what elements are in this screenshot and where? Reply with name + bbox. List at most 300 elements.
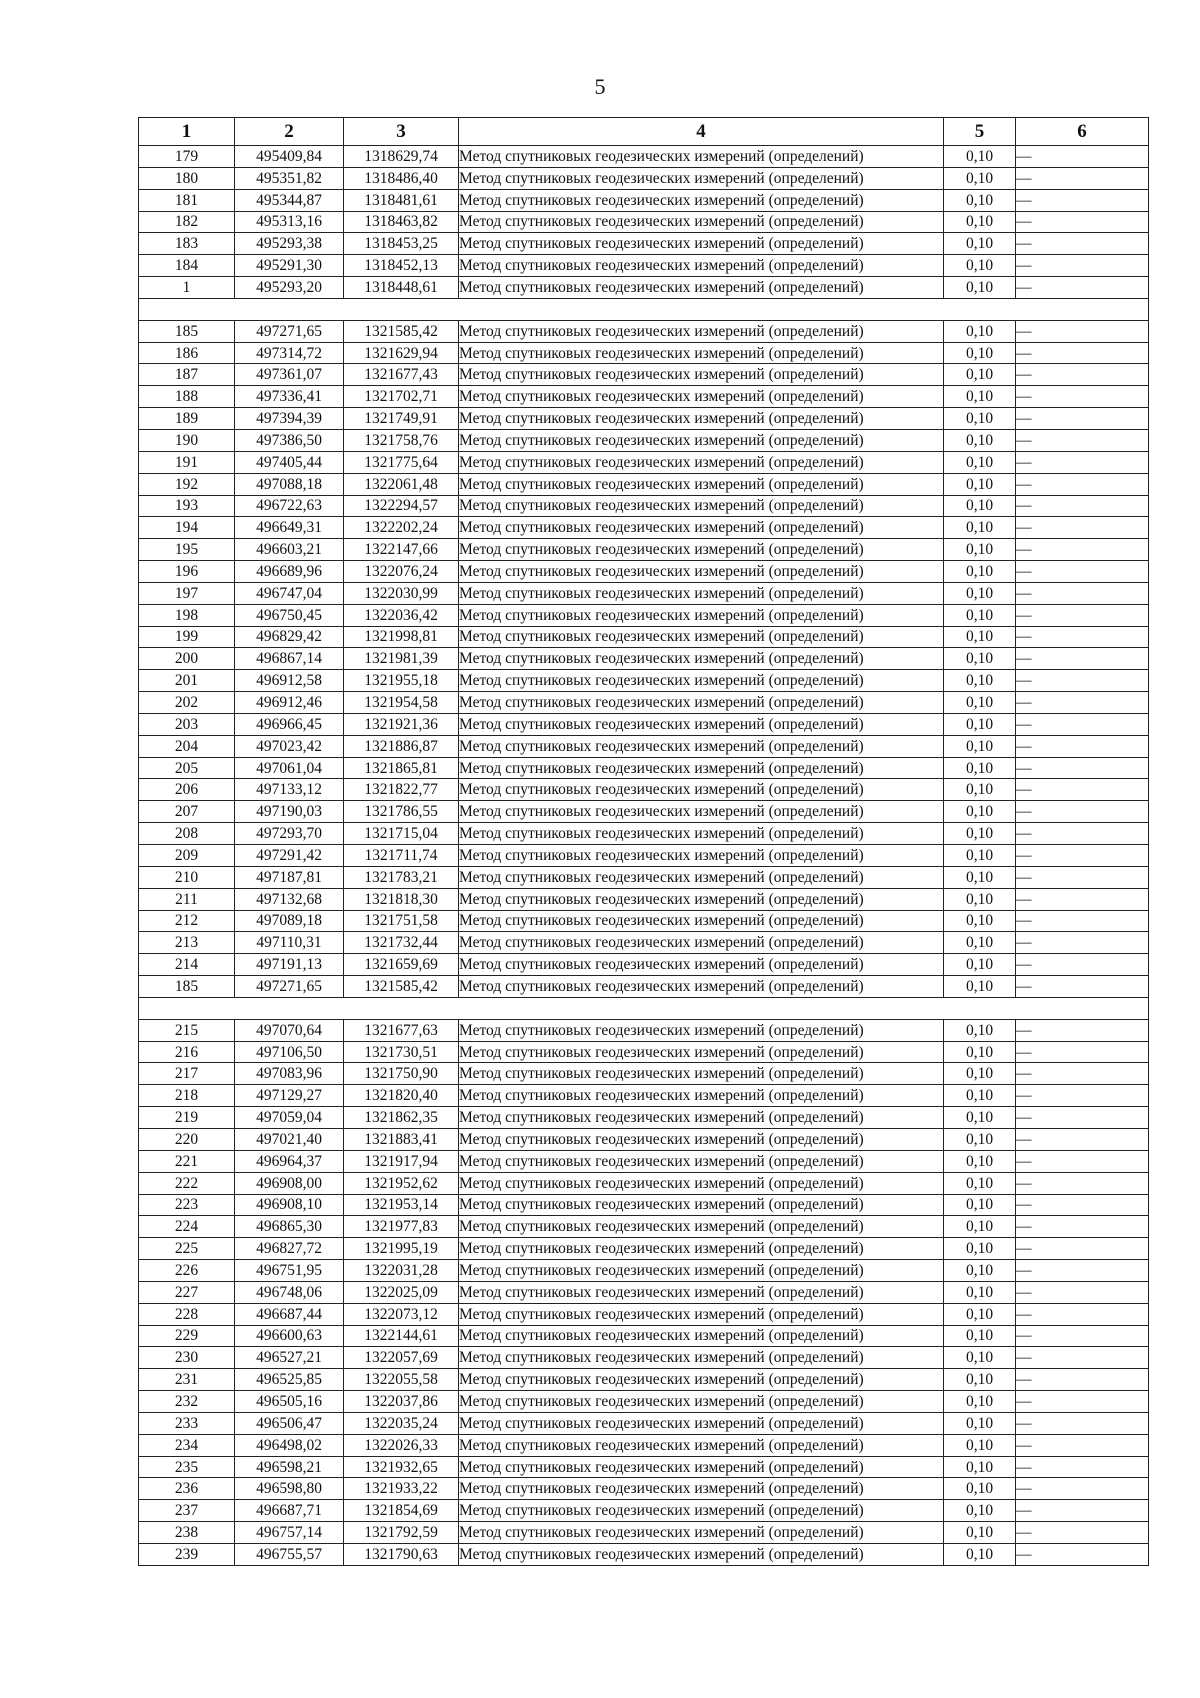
x-coordinate-cell: 496687,44 bbox=[235, 1303, 344, 1325]
accuracy-cell: 0,10 bbox=[944, 364, 1016, 386]
point-number-cell: 206 bbox=[139, 779, 235, 801]
accuracy-cell: 0,10 bbox=[944, 1238, 1016, 1260]
method-cell: Метод спутниковых геодезических измерений (определений) bbox=[459, 473, 944, 495]
point-number-cell: 228 bbox=[139, 1303, 235, 1325]
note-cell: — bbox=[1016, 1500, 1149, 1522]
point-number-cell: 215 bbox=[139, 1019, 235, 1041]
accuracy-cell: 0,10 bbox=[944, 888, 1016, 910]
accuracy-cell: 0,10 bbox=[944, 1150, 1016, 1172]
method-cell: Метод спутниковых геодезических измерений (определений) bbox=[459, 845, 944, 867]
point-number-cell: 226 bbox=[139, 1260, 235, 1282]
method-cell: Метод спутниковых геодезических измерений (определений) bbox=[459, 1238, 944, 1260]
table-row bbox=[139, 1194, 1149, 1216]
method-cell: Метод спутниковых геодезических измерений (определений) bbox=[459, 1391, 944, 1413]
y-coordinate-cell: 1321711,74 bbox=[344, 845, 459, 867]
method-cell: Метод спутниковых геодезических измерений (определений) bbox=[459, 255, 944, 277]
y-coordinate-cell: 1322025,09 bbox=[344, 1281, 459, 1303]
x-coordinate-cell: 495409,84 bbox=[235, 146, 344, 168]
x-coordinate-cell: 497089,18 bbox=[235, 910, 344, 932]
point-number-cell: 218 bbox=[139, 1085, 235, 1107]
note-cell: — bbox=[1016, 255, 1149, 277]
y-coordinate-cell: 1318452,13 bbox=[344, 255, 459, 277]
header-col-6: 6 bbox=[1016, 118, 1149, 146]
method-cell: Метод спутниковых геодезических измерений (определений) bbox=[459, 1281, 944, 1303]
y-coordinate-cell: 1321883,41 bbox=[344, 1128, 459, 1150]
note-cell: — bbox=[1016, 1412, 1149, 1434]
table-row bbox=[139, 364, 1149, 386]
table-row bbox=[139, 342, 1149, 364]
method-cell: Метод спутниковых геодезических измерений (определений) bbox=[459, 1500, 944, 1522]
method-cell: Метод спутниковых геодезических измерений (определений) bbox=[459, 539, 944, 561]
y-coordinate-cell: 1321854,69 bbox=[344, 1500, 459, 1522]
x-coordinate-cell: 496649,31 bbox=[235, 517, 344, 539]
method-cell: Метод спутниковых геодезических измерений (определений) bbox=[459, 1412, 944, 1434]
y-coordinate-cell: 1321758,76 bbox=[344, 429, 459, 451]
method-cell: Метод спутниковых геодезических измерений (определений) bbox=[459, 648, 944, 670]
y-coordinate-cell: 1321677,63 bbox=[344, 1019, 459, 1041]
y-coordinate-cell: 1322057,69 bbox=[344, 1347, 459, 1369]
x-coordinate-cell: 496748,06 bbox=[235, 1281, 344, 1303]
table-row bbox=[139, 1019, 1149, 1041]
note-cell: — bbox=[1016, 451, 1149, 473]
table-row bbox=[139, 910, 1149, 932]
method-cell: Метод спутниковых геодезических измерений (определений) bbox=[459, 277, 944, 299]
table-row bbox=[139, 1500, 1149, 1522]
method-cell: Метод спутниковых геодезических измерений (определений) bbox=[459, 1128, 944, 1150]
table-row bbox=[139, 1107, 1149, 1129]
point-number-cell: 199 bbox=[139, 626, 235, 648]
point-number-cell: 221 bbox=[139, 1150, 235, 1172]
point-number-cell: 205 bbox=[139, 757, 235, 779]
y-coordinate-cell: 1321820,40 bbox=[344, 1085, 459, 1107]
accuracy-cell: 0,10 bbox=[944, 1281, 1016, 1303]
point-number-cell: 237 bbox=[139, 1500, 235, 1522]
table-row bbox=[139, 211, 1149, 233]
note-cell: — bbox=[1016, 233, 1149, 255]
method-cell: Метод спутниковых геодезических измерений (определений) bbox=[459, 1369, 944, 1391]
table-row bbox=[139, 1041, 1149, 1063]
table-row bbox=[139, 604, 1149, 626]
point-number-cell: 217 bbox=[139, 1063, 235, 1085]
x-coordinate-cell: 496908,00 bbox=[235, 1172, 344, 1194]
table-row bbox=[139, 845, 1149, 867]
accuracy-cell: 0,10 bbox=[944, 1107, 1016, 1129]
point-number-cell: 214 bbox=[139, 954, 235, 976]
y-coordinate-cell: 1321953,14 bbox=[344, 1194, 459, 1216]
table-row bbox=[139, 539, 1149, 561]
accuracy-cell: 0,10 bbox=[944, 429, 1016, 451]
table-row bbox=[139, 1238, 1149, 1260]
accuracy-cell: 0,10 bbox=[944, 386, 1016, 408]
method-cell: Метод спутниковых геодезических измерений (определений) bbox=[459, 976, 944, 998]
point-number-cell: 209 bbox=[139, 845, 235, 867]
accuracy-cell: 0,10 bbox=[944, 1391, 1016, 1413]
x-coordinate-cell: 496527,21 bbox=[235, 1347, 344, 1369]
table-row bbox=[139, 801, 1149, 823]
x-coordinate-cell: 496603,21 bbox=[235, 539, 344, 561]
method-cell: Метод спутниковых геодезических измерений (определений) bbox=[459, 626, 944, 648]
accuracy-cell: 0,10 bbox=[944, 823, 1016, 845]
x-coordinate-cell: 497059,04 bbox=[235, 1107, 344, 1129]
accuracy-cell: 0,10 bbox=[944, 735, 1016, 757]
x-coordinate-cell: 495293,20 bbox=[235, 277, 344, 299]
note-cell: — bbox=[1016, 692, 1149, 714]
method-cell: Метод спутниковых геодезических измерений (определений) bbox=[459, 408, 944, 430]
y-coordinate-cell: 1321977,83 bbox=[344, 1216, 459, 1238]
point-number-cell: 193 bbox=[139, 495, 235, 517]
header-col-3: 3 bbox=[344, 118, 459, 146]
method-cell: Метод спутниковых геодезических измерений (определений) bbox=[459, 1303, 944, 1325]
point-number-cell: 196 bbox=[139, 561, 235, 583]
table-row bbox=[139, 1260, 1149, 1282]
group-separator-row bbox=[139, 298, 1149, 320]
group-separator-cell bbox=[139, 298, 1149, 320]
table-row bbox=[139, 277, 1149, 299]
method-cell: Метод спутниковых геодезических измерений (определений) bbox=[459, 735, 944, 757]
note-cell: — bbox=[1016, 1478, 1149, 1500]
y-coordinate-cell: 1321786,55 bbox=[344, 801, 459, 823]
x-coordinate-cell: 496827,72 bbox=[235, 1238, 344, 1260]
point-number-cell: 190 bbox=[139, 429, 235, 451]
point-number-cell: 184 bbox=[139, 255, 235, 277]
header-col-2: 2 bbox=[235, 118, 344, 146]
method-cell: Метод спутниковых геодезических измерений (определений) bbox=[459, 451, 944, 473]
method-cell: Метод спутниковых геодезических измерений (определений) bbox=[459, 386, 944, 408]
accuracy-cell: 0,10 bbox=[944, 1522, 1016, 1544]
point-number-cell: 194 bbox=[139, 517, 235, 539]
x-coordinate-cell: 497271,65 bbox=[235, 976, 344, 998]
accuracy-cell: 0,10 bbox=[944, 1063, 1016, 1085]
method-cell: Метод спутниковых геодезических измерений (определений) bbox=[459, 582, 944, 604]
accuracy-cell: 0,10 bbox=[944, 1085, 1016, 1107]
y-coordinate-cell: 1322035,24 bbox=[344, 1412, 459, 1434]
y-coordinate-cell: 1321715,04 bbox=[344, 823, 459, 845]
note-cell: — bbox=[1016, 1544, 1149, 1566]
note-cell: — bbox=[1016, 1216, 1149, 1238]
x-coordinate-cell: 495344,87 bbox=[235, 189, 344, 211]
method-cell: Метод спутниковых геодезических измерений (определений) bbox=[459, 364, 944, 386]
point-number-cell: 223 bbox=[139, 1194, 235, 1216]
x-coordinate-cell: 497133,12 bbox=[235, 779, 344, 801]
accuracy-cell: 0,10 bbox=[944, 954, 1016, 976]
x-coordinate-cell: 496598,21 bbox=[235, 1456, 344, 1478]
x-coordinate-cell: 497106,50 bbox=[235, 1041, 344, 1063]
y-coordinate-cell: 1321921,36 bbox=[344, 713, 459, 735]
y-coordinate-cell: 1318486,40 bbox=[344, 167, 459, 189]
accuracy-cell: 0,10 bbox=[944, 1500, 1016, 1522]
point-number-cell: 231 bbox=[139, 1369, 235, 1391]
x-coordinate-cell: 496687,71 bbox=[235, 1500, 344, 1522]
accuracy-cell: 0,10 bbox=[944, 801, 1016, 823]
point-number-cell: 210 bbox=[139, 866, 235, 888]
point-number-cell: 186 bbox=[139, 342, 235, 364]
y-coordinate-cell: 1321998,81 bbox=[344, 626, 459, 648]
point-number-cell: 189 bbox=[139, 408, 235, 430]
method-cell: Метод спутниковых геодезических измерений (определений) bbox=[459, 801, 944, 823]
point-number-cell: 183 bbox=[139, 233, 235, 255]
x-coordinate-cell: 496600,63 bbox=[235, 1325, 344, 1347]
table-row bbox=[139, 757, 1149, 779]
table-row bbox=[139, 1128, 1149, 1150]
point-number-cell: 219 bbox=[139, 1107, 235, 1129]
note-cell: — bbox=[1016, 1325, 1149, 1347]
method-cell: Метод спутниковых геодезических измерений (определений) bbox=[459, 1063, 944, 1085]
table-row bbox=[139, 1325, 1149, 1347]
method-cell: Метод спутниковых геодезических измерений (определений) bbox=[459, 757, 944, 779]
method-cell: Метод спутниковых геодезических измерений (определений) bbox=[459, 866, 944, 888]
x-coordinate-cell: 496755,57 bbox=[235, 1544, 344, 1566]
note-cell: — bbox=[1016, 189, 1149, 211]
table-row bbox=[139, 386, 1149, 408]
method-cell: Метод спутниковых геодезических измерений (определений) bbox=[459, 1478, 944, 1500]
note-cell: — bbox=[1016, 845, 1149, 867]
note-cell: — bbox=[1016, 1085, 1149, 1107]
point-number-cell: 213 bbox=[139, 932, 235, 954]
table-row bbox=[139, 473, 1149, 495]
x-coordinate-cell: 497361,07 bbox=[235, 364, 344, 386]
table-row bbox=[139, 320, 1149, 342]
header-col-1: 1 bbox=[139, 118, 235, 146]
note-cell: — bbox=[1016, 1347, 1149, 1369]
accuracy-cell: 0,10 bbox=[944, 932, 1016, 954]
header-col-5: 5 bbox=[944, 118, 1016, 146]
x-coordinate-cell: 496722,63 bbox=[235, 495, 344, 517]
y-coordinate-cell: 1321981,39 bbox=[344, 648, 459, 670]
point-number-cell: 239 bbox=[139, 1544, 235, 1566]
x-coordinate-cell: 496505,16 bbox=[235, 1391, 344, 1413]
accuracy-cell: 0,10 bbox=[944, 1544, 1016, 1566]
y-coordinate-cell: 1321783,21 bbox=[344, 866, 459, 888]
note-cell: — bbox=[1016, 1238, 1149, 1260]
table-row bbox=[139, 429, 1149, 451]
accuracy-cell: 0,10 bbox=[944, 211, 1016, 233]
point-number-cell: 216 bbox=[139, 1041, 235, 1063]
point-number-cell: 185 bbox=[139, 976, 235, 998]
note-cell: — bbox=[1016, 866, 1149, 888]
table-row bbox=[139, 517, 1149, 539]
method-cell: Метод спутниковых геодезических измерений (определений) bbox=[459, 1172, 944, 1194]
accuracy-cell: 0,10 bbox=[944, 626, 1016, 648]
method-cell: Метод спутниковых геодезических измерений (определений) bbox=[459, 167, 944, 189]
y-coordinate-cell: 1321702,71 bbox=[344, 386, 459, 408]
table-row bbox=[139, 626, 1149, 648]
coordinates-table bbox=[138, 117, 1149, 1566]
y-coordinate-cell: 1318629,74 bbox=[344, 146, 459, 168]
method-cell: Метод спутниковых геодезических измерений (определений) bbox=[459, 1150, 944, 1172]
x-coordinate-cell: 495313,16 bbox=[235, 211, 344, 233]
accuracy-cell: 0,10 bbox=[944, 255, 1016, 277]
method-cell: Метод спутниковых геодезических измерений (определений) bbox=[459, 779, 944, 801]
y-coordinate-cell: 1321933,22 bbox=[344, 1478, 459, 1500]
point-number-cell: 229 bbox=[139, 1325, 235, 1347]
point-number-cell: 236 bbox=[139, 1478, 235, 1500]
accuracy-cell: 0,10 bbox=[944, 1260, 1016, 1282]
note-cell: — bbox=[1016, 1019, 1149, 1041]
accuracy-cell: 0,10 bbox=[944, 1369, 1016, 1391]
y-coordinate-cell: 1322030,99 bbox=[344, 582, 459, 604]
method-cell: Метод спутниковых геодезических измерений (определений) bbox=[459, 1216, 944, 1238]
y-coordinate-cell: 1321822,77 bbox=[344, 779, 459, 801]
method-cell: Метод спутниковых геодезических измерений (определений) bbox=[459, 342, 944, 364]
method-cell: Метод спутниковых геодезических измерений (определений) bbox=[459, 1019, 944, 1041]
accuracy-cell: 0,10 bbox=[944, 866, 1016, 888]
point-number-cell: 201 bbox=[139, 670, 235, 692]
table-row bbox=[139, 408, 1149, 430]
method-cell: Метод спутниковых геодезических измерений (определений) bbox=[459, 561, 944, 583]
note-cell: — bbox=[1016, 561, 1149, 583]
x-coordinate-cell: 496912,46 bbox=[235, 692, 344, 714]
accuracy-cell: 0,10 bbox=[944, 976, 1016, 998]
note-cell: — bbox=[1016, 954, 1149, 976]
x-coordinate-cell: 497191,13 bbox=[235, 954, 344, 976]
table-row bbox=[139, 189, 1149, 211]
accuracy-cell: 0,10 bbox=[944, 233, 1016, 255]
method-cell: Метод спутниковых геодезических измерений (определений) bbox=[459, 517, 944, 539]
accuracy-cell: 0,10 bbox=[944, 561, 1016, 583]
accuracy-cell: 0,10 bbox=[944, 692, 1016, 714]
note-cell: — bbox=[1016, 1194, 1149, 1216]
point-number-cell: 185 bbox=[139, 320, 235, 342]
x-coordinate-cell: 497394,39 bbox=[235, 408, 344, 430]
x-coordinate-cell: 496865,30 bbox=[235, 1216, 344, 1238]
accuracy-cell: 0,10 bbox=[944, 670, 1016, 692]
note-cell: — bbox=[1016, 364, 1149, 386]
table-row bbox=[139, 735, 1149, 757]
method-cell: Метод спутниковых геодезических измерений (определений) bbox=[459, 692, 944, 714]
table-row bbox=[139, 866, 1149, 888]
x-coordinate-cell: 496964,37 bbox=[235, 1150, 344, 1172]
accuracy-cell: 0,10 bbox=[944, 910, 1016, 932]
table-row bbox=[139, 1172, 1149, 1194]
x-coordinate-cell: 495293,38 bbox=[235, 233, 344, 255]
accuracy-cell: 0,10 bbox=[944, 1216, 1016, 1238]
table-row bbox=[139, 233, 1149, 255]
note-cell: — bbox=[1016, 888, 1149, 910]
accuracy-cell: 0,10 bbox=[944, 473, 1016, 495]
table-row bbox=[139, 976, 1149, 998]
accuracy-cell: 0,10 bbox=[944, 1041, 1016, 1063]
y-coordinate-cell: 1321749,91 bbox=[344, 408, 459, 430]
note-cell: — bbox=[1016, 146, 1149, 168]
method-cell: Метод спутниковых геодезических измерений (определений) bbox=[459, 320, 944, 342]
note-cell: — bbox=[1016, 1260, 1149, 1282]
accuracy-cell: 0,10 bbox=[944, 451, 1016, 473]
note-cell: — bbox=[1016, 823, 1149, 845]
x-coordinate-cell: 497336,41 bbox=[235, 386, 344, 408]
note-cell: — bbox=[1016, 670, 1149, 692]
note-cell: — bbox=[1016, 495, 1149, 517]
accuracy-cell: 0,10 bbox=[944, 189, 1016, 211]
group-separator-cell bbox=[139, 997, 1149, 1019]
method-cell: Метод спутниковых геодезических измерений (определений) bbox=[459, 910, 944, 932]
y-coordinate-cell: 1321585,42 bbox=[344, 320, 459, 342]
accuracy-cell: 0,10 bbox=[944, 713, 1016, 735]
table-row bbox=[139, 255, 1149, 277]
x-coordinate-cell: 497405,44 bbox=[235, 451, 344, 473]
method-cell: Метод спутниковых геодезических измерений (определений) bbox=[459, 604, 944, 626]
table-row bbox=[139, 1150, 1149, 1172]
note-cell: — bbox=[1016, 1281, 1149, 1303]
note-cell: — bbox=[1016, 1369, 1149, 1391]
accuracy-cell: 0,10 bbox=[944, 539, 1016, 561]
header-col-4: 4 bbox=[459, 118, 944, 146]
x-coordinate-cell: 496506,47 bbox=[235, 1412, 344, 1434]
x-coordinate-cell: 496757,14 bbox=[235, 1522, 344, 1544]
point-number-cell: 211 bbox=[139, 888, 235, 910]
accuracy-cell: 0,10 bbox=[944, 757, 1016, 779]
note-cell: — bbox=[1016, 517, 1149, 539]
x-coordinate-cell: 497088,18 bbox=[235, 473, 344, 495]
note-cell: — bbox=[1016, 1456, 1149, 1478]
method-cell: Метод спутниковых геодезических измерений (определений) bbox=[459, 1544, 944, 1566]
accuracy-cell: 0,10 bbox=[944, 517, 1016, 539]
x-coordinate-cell: 497293,70 bbox=[235, 823, 344, 845]
point-number-cell: 238 bbox=[139, 1522, 235, 1544]
table-header-row bbox=[139, 118, 1149, 146]
y-coordinate-cell: 1321954,58 bbox=[344, 692, 459, 714]
method-cell: Метод спутниковых геодезических измерений (определений) bbox=[459, 1260, 944, 1282]
group-separator-row bbox=[139, 997, 1149, 1019]
note-cell: — bbox=[1016, 539, 1149, 561]
x-coordinate-cell: 496598,80 bbox=[235, 1478, 344, 1500]
point-number-cell: 187 bbox=[139, 364, 235, 386]
note-cell: — bbox=[1016, 342, 1149, 364]
table-row bbox=[139, 1391, 1149, 1413]
accuracy-cell: 0,10 bbox=[944, 604, 1016, 626]
table-row bbox=[139, 1478, 1149, 1500]
y-coordinate-cell: 1321775,64 bbox=[344, 451, 459, 473]
y-coordinate-cell: 1321790,63 bbox=[344, 1544, 459, 1566]
method-cell: Метод спутниковых геодезических измерений (определений) bbox=[459, 713, 944, 735]
point-number-cell: 207 bbox=[139, 801, 235, 823]
accuracy-cell: 0,10 bbox=[944, 1128, 1016, 1150]
y-coordinate-cell: 1318448,61 bbox=[344, 277, 459, 299]
x-coordinate-cell: 497271,65 bbox=[235, 320, 344, 342]
accuracy-cell: 0,10 bbox=[944, 495, 1016, 517]
x-coordinate-cell: 497110,31 bbox=[235, 932, 344, 954]
x-coordinate-cell: 497314,72 bbox=[235, 342, 344, 364]
note-cell: — bbox=[1016, 386, 1149, 408]
point-number-cell: 195 bbox=[139, 539, 235, 561]
table-row bbox=[139, 888, 1149, 910]
y-coordinate-cell: 1322055,58 bbox=[344, 1369, 459, 1391]
method-cell: Метод спутниковых геодезических измерений (определений) bbox=[459, 429, 944, 451]
accuracy-cell: 0,10 bbox=[944, 648, 1016, 670]
point-number-cell: 179 bbox=[139, 146, 235, 168]
table-row bbox=[139, 1281, 1149, 1303]
y-coordinate-cell: 1322031,28 bbox=[344, 1260, 459, 1282]
note-cell: — bbox=[1016, 757, 1149, 779]
y-coordinate-cell: 1322037,86 bbox=[344, 1391, 459, 1413]
x-coordinate-cell: 496751,95 bbox=[235, 1260, 344, 1282]
note-cell: — bbox=[1016, 1150, 1149, 1172]
y-coordinate-cell: 1322202,24 bbox=[344, 517, 459, 539]
x-coordinate-cell: 496525,85 bbox=[235, 1369, 344, 1391]
method-cell: Метод спутниковых геодезических измерений (определений) bbox=[459, 233, 944, 255]
x-coordinate-cell: 497021,40 bbox=[235, 1128, 344, 1150]
note-cell: — bbox=[1016, 211, 1149, 233]
y-coordinate-cell: 1321952,62 bbox=[344, 1172, 459, 1194]
note-cell: — bbox=[1016, 582, 1149, 604]
y-coordinate-cell: 1322144,61 bbox=[344, 1325, 459, 1347]
y-coordinate-cell: 1321818,30 bbox=[344, 888, 459, 910]
table-row bbox=[139, 692, 1149, 714]
table-row bbox=[139, 932, 1149, 954]
accuracy-cell: 0,10 bbox=[944, 1172, 1016, 1194]
accuracy-cell: 0,10 bbox=[944, 582, 1016, 604]
x-coordinate-cell: 497190,03 bbox=[235, 801, 344, 823]
point-number-cell: 234 bbox=[139, 1434, 235, 1456]
